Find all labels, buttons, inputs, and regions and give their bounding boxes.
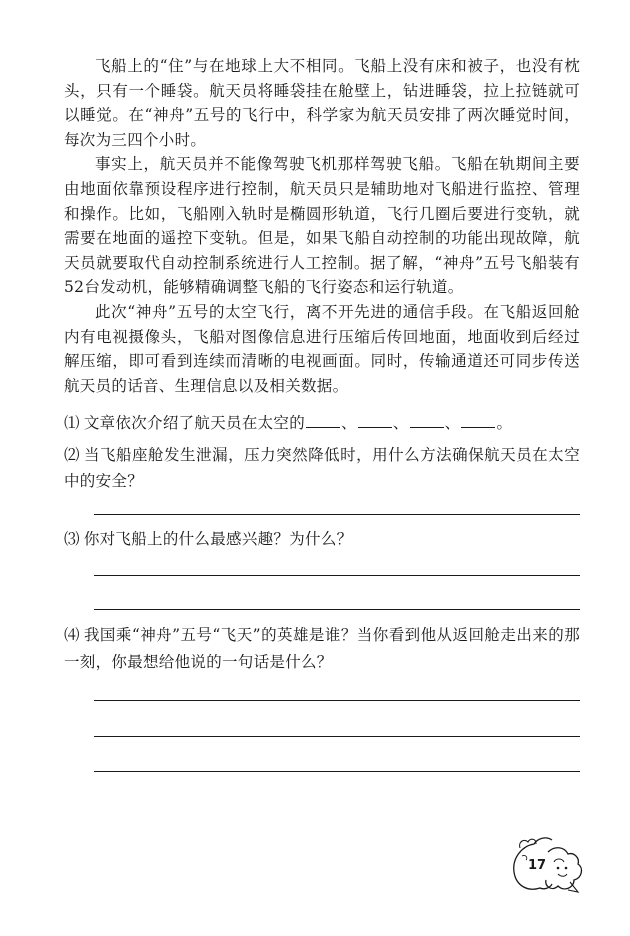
answer-line-q4-3[interactable]	[94, 771, 580, 772]
answer-line-q4-1[interactable]	[94, 700, 580, 701]
question-1-end: 。	[496, 414, 513, 432]
question-2-text: 当飞船座舱发生泄漏，压力突然降低时，用什么方法确保航天员在太空中的安全？	[64, 446, 580, 490]
page-number: 17	[528, 858, 547, 873]
fill-blank-1[interactable]	[306, 413, 340, 428]
cartoon-mascot-icon	[508, 832, 586, 898]
question-1-number: ⑴	[64, 414, 80, 432]
blank-separator: 、	[392, 414, 409, 432]
question-list	[64, 410, 580, 494]
fill-blank-4[interactable]	[461, 413, 495, 428]
question-4-text: 我国乘“神舟”五号“飞天”的英雄是谁？当你看到他从返回舱走出来的那一刻，你最想给他说的一句话是什么？	[64, 626, 580, 671]
page-number-badge	[508, 832, 586, 898]
fill-blank-3[interactable]	[410, 413, 444, 428]
answer-line-q4-2[interactable]	[94, 736, 580, 737]
question-2	[64, 442, 580, 494]
answer-line-q2[interactable]	[94, 514, 580, 515]
blank-separator: 、	[444, 414, 461, 432]
blank-separator: 、	[341, 414, 357, 432]
answer-line-q3-1[interactable]	[94, 575, 580, 576]
fill-blank-2[interactable]	[358, 413, 392, 428]
question-1-text: 文章依次介绍了航天员在太空的	[83, 414, 306, 432]
passage-paragraph-2: 事实上，航天员并不能像驾驶飞机那样驾驶飞船。飞船在轨期间主要由地面依靠预设程序进行控制，航天员只是辅助地对飞船进行监控、管理和操作。比如，飞船刚入轨时是椭圆形轨道，飞行几圈后要进行变轨，就需要在地面的遥控下变轨。但是，如果飞船自动控制的功能出现故障，航天员就要取代自动控制系统进行人工控制。据了解，“神舟”五号飞船装有52台发动机，能够精确调整飞船的飞行姿态和运行轨道。	[64, 155, 580, 297]
passage-paragraph-1: 飞船上的“住”与在地球上大不相同。飞船上没有床和被子，也没有枕头，只有一个睡袋。航天员将睡袋挂在舱壁上，钻进睡袋，拉上拉链就可以睡觉。在“神舟”五号的飞行中，科学家为航天员安排了两次睡觉时间，每次为三四个小时。	[64, 57, 580, 149]
question-4	[64, 622, 580, 676]
question-3-text: 你对飞船上的什么最感兴趣？为什么？	[83, 530, 353, 548]
question-2-number: ⑵	[64, 446, 80, 464]
question-1	[64, 410, 580, 436]
question-3	[64, 526, 580, 552]
reading-passage	[64, 54, 580, 398]
question-4-number: ⑷	[64, 626, 80, 644]
passage-paragraph-3: 此次“神舟”五号的太空飞行，离不开先进的通信手段。在飞船返回舱内有电视摄像头，飞船对图像信息进行压缩后传回地面，地面收到后经过解压缩，即可看到连续而清晰的电视画面。同时，传输通道还可同步传送航天员的话音、生理信息以及相关数据。	[64, 302, 580, 395]
question-3-number: ⑶	[64, 530, 80, 548]
answer-line-q3-2[interactable]	[94, 609, 580, 610]
